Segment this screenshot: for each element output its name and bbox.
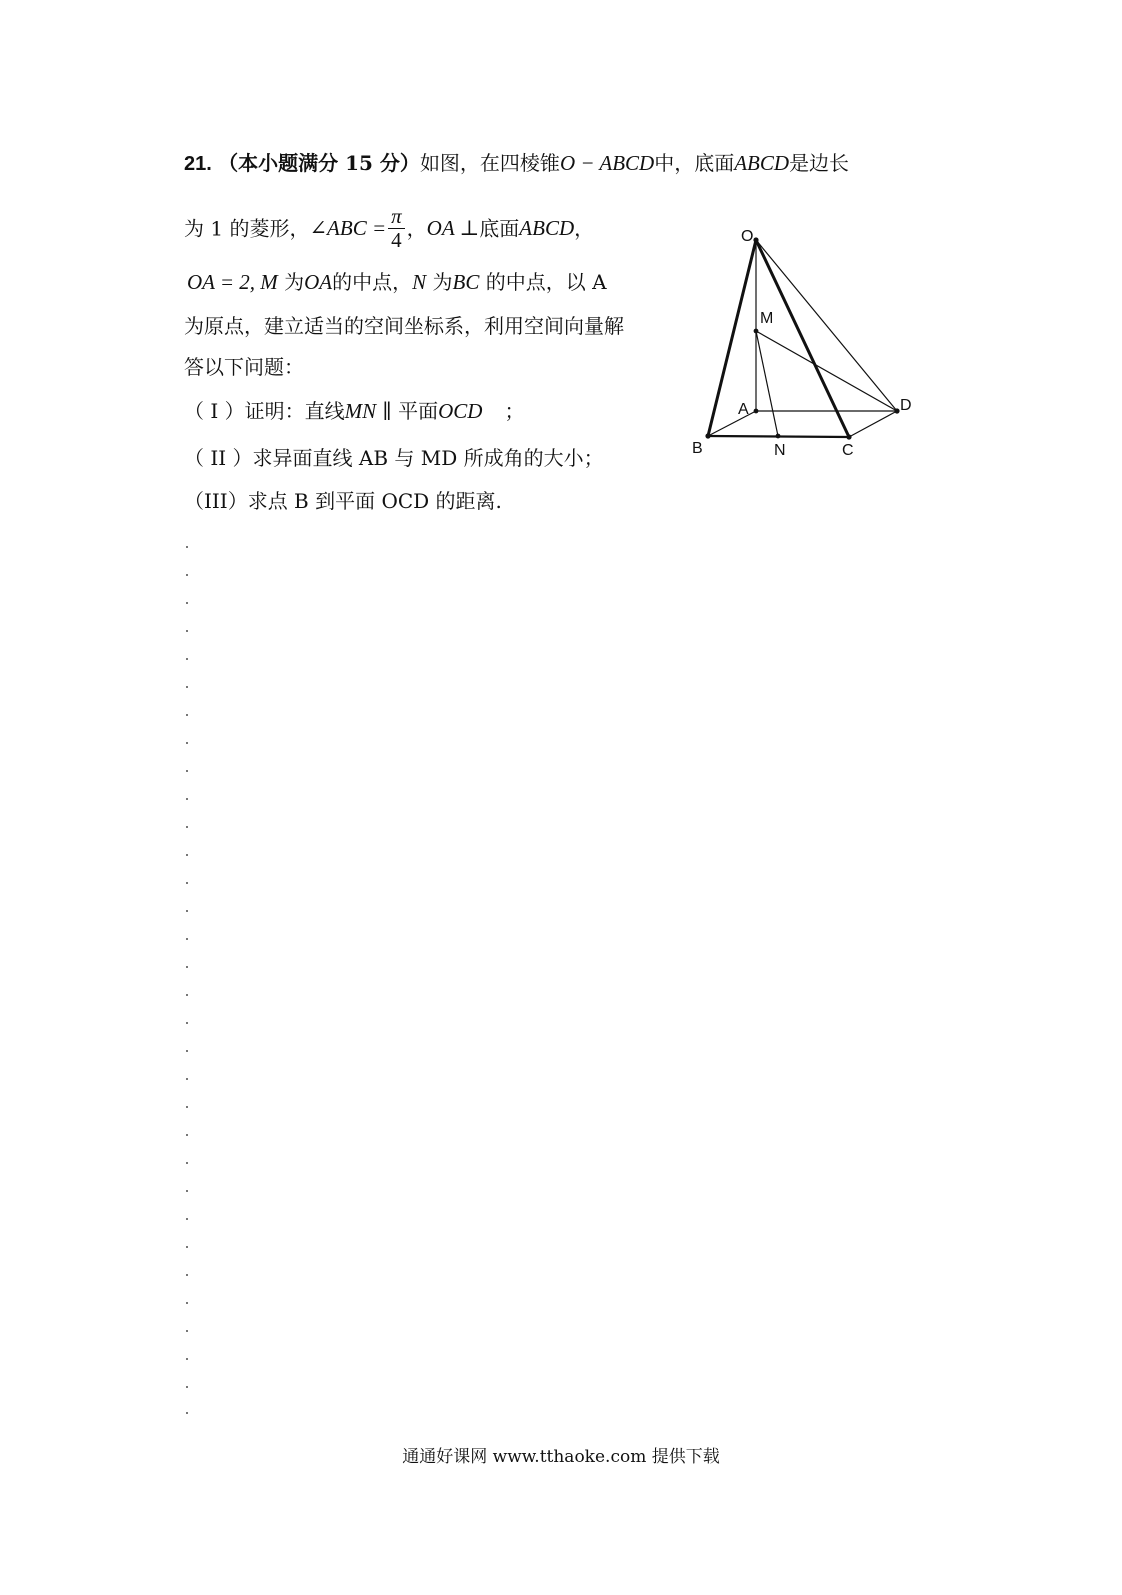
text: 的中点，以 A: [485, 270, 607, 294]
problem-line-1: [184, 153, 849, 174]
point-o: [753, 237, 758, 242]
segment-md: [756, 331, 897, 411]
base-name-2: ABCD: [519, 216, 575, 241]
point-n: N: [412, 270, 427, 294]
segment-bc: BC: [452, 270, 480, 294]
label-d: D: [900, 397, 912, 414]
text: 为: [432, 270, 453, 294]
base-name: ABCD: [734, 151, 790, 175]
pyramid-name: O − ABCD: [559, 151, 655, 175]
point-d: [894, 408, 899, 413]
pyramid-figure: [686, 224, 926, 460]
edge-cd: [849, 411, 897, 437]
perpendicular-expression: OA ⊥: [426, 216, 480, 241]
point-b: [705, 433, 710, 438]
point-c: [846, 434, 851, 439]
label-a: A: [738, 401, 749, 418]
edge-ob: [708, 240, 756, 436]
intro-text: 如图，在四棱锥: [419, 151, 560, 175]
label-n: N: [774, 442, 786, 459]
problem-line-2: [184, 205, 594, 252]
edge-od: [756, 240, 897, 411]
segment-mn: MN: [344, 399, 377, 423]
fraction-numerator: π: [391, 204, 402, 228]
base-word: 底面: [479, 216, 520, 241]
punct: ；: [504, 399, 525, 423]
rhombus-text: 为 1 的菱形，: [184, 216, 310, 241]
problem-line-3: [187, 272, 607, 293]
problem-line-4: 为原点，建立适当的空间坐标系，利用空间向量解: [184, 314, 624, 338]
text: 为: [284, 270, 305, 294]
text: （ I ）证明：直线: [184, 399, 345, 423]
label-o: O: [741, 228, 754, 245]
label-m: M: [760, 310, 774, 327]
point-n: [776, 434, 781, 439]
pi-over-4-fraction: [388, 205, 405, 252]
fraction-denominator: 4: [388, 228, 405, 252]
punct-2: ，: [574, 216, 595, 241]
page-footer: 通通好课网 www.tthaoke.com 提供下载: [402, 1447, 720, 1467]
question-2: （ II ）求异面直线 AB 与 MD 所成角的大小；: [184, 446, 604, 470]
text: 的中点，: [332, 270, 413, 294]
plane-ocd: OCD: [438, 399, 483, 423]
question-3: （III）求点 B 到平面 OCD 的距离.: [184, 489, 502, 513]
intro-text-2: 中，底面: [654, 151, 735, 175]
point-m: [754, 329, 759, 334]
problem-number: 21.: [184, 153, 212, 175]
text: 平面: [398, 399, 439, 423]
parallel-symbol: ∥: [382, 399, 392, 423]
segment-mn: [756, 331, 778, 436]
segment-oa: OA: [304, 270, 333, 294]
label-b: B: [692, 440, 703, 457]
question-1: [184, 401, 524, 422]
label-c: C: [842, 442, 854, 459]
angle-expression: ∠ABC =: [309, 216, 387, 241]
problem-line-5: 答以下问题：: [184, 355, 304, 379]
score-note: （本小题满分 15 分）: [218, 151, 420, 175]
point-a: [754, 409, 759, 414]
edge-ab: [708, 411, 756, 436]
oa-equation: OA = 2, M: [187, 270, 278, 294]
punct: ，: [406, 216, 427, 241]
intro-text-3: 是边长: [789, 151, 850, 175]
